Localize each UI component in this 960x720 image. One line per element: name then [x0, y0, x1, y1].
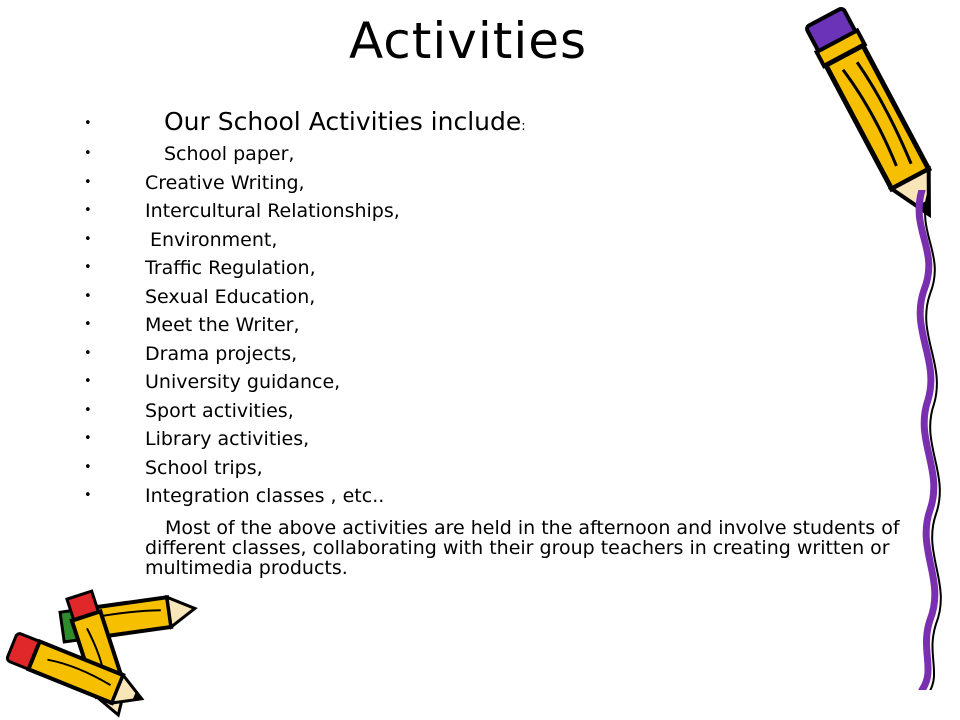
list-item: • Meet the Writer, [84, 311, 530, 340]
list-item: • Environment, [84, 226, 530, 255]
list-item: • Creative Writing, [84, 169, 530, 198]
list-item: • Traffic Regulation, [84, 254, 530, 283]
list-item: • Sexual Education, [84, 283, 530, 312]
closing-paragraph: Most of the above activities are held in the afternoon and involve students of different classes, collaborating with their group teachers in creating written or multimedia products. [145, 517, 900, 579]
slide-title: Activities [348, 12, 588, 70]
list-item: • Sport activities, [84, 397, 530, 426]
list-item: • Library activities, [84, 425, 530, 454]
pencil-clipart-bottom-left [0, 582, 200, 720]
list-item: • Integration classes , etc.. [84, 482, 530, 511]
list-item: • School paper, [84, 140, 530, 169]
list-item: • University guidance, [84, 368, 530, 397]
lead-bullet [84, 104, 530, 140]
activity-list [84, 104, 530, 511]
list-item: • Drama projects, [84, 340, 530, 369]
lead-text: Our School Activities include [164, 107, 522, 136]
decorative-squiggle [900, 190, 956, 694]
pencils-icon [0, 582, 200, 720]
squiggle-icon [900, 190, 956, 690]
lead-suffix: : ​​ [521, 119, 530, 134]
list-item: • Intercultural Relationships, [84, 197, 530, 226]
list-item: • School trips, [84, 454, 530, 483]
